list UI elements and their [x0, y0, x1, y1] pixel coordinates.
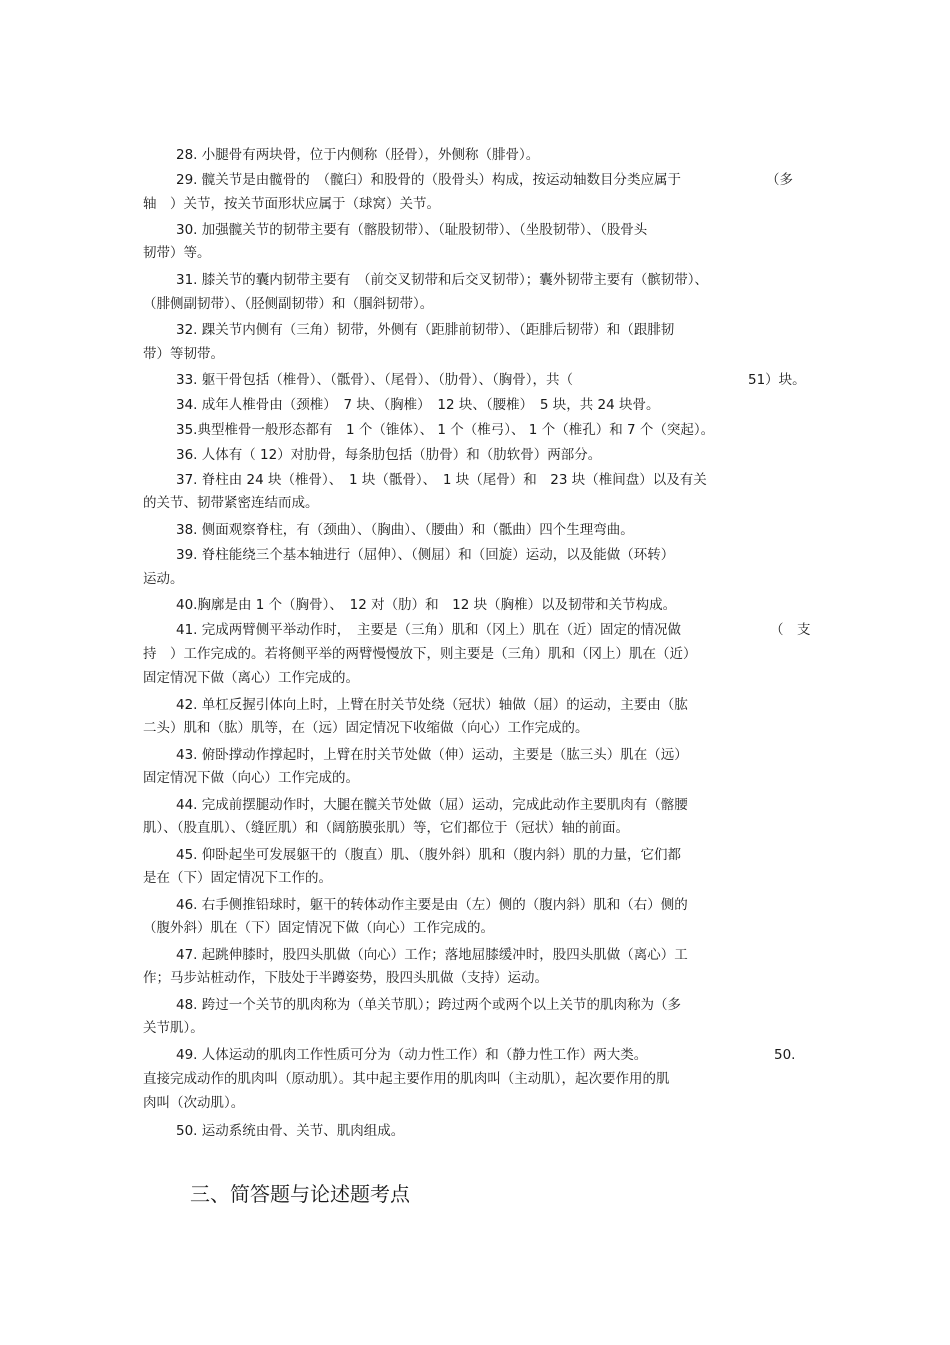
text-line: （多 — [766, 172, 793, 188]
text-line: 33. 躯干骨包括（椎骨）、（骶骨）、（尾骨）、（肋骨）、（胸骨），共（ — [176, 372, 574, 388]
text-line: 51）块。 — [748, 372, 806, 388]
text-line: 31. 膝关节的囊内韧带主要有 （前交叉韧带和后交叉韧带）；囊外韧带主要有（髌韧带）、 — [176, 272, 709, 288]
text-line: （腓侧副韧带）、（胫侧副韧带）和（腘斜韧带）。 — [143, 296, 434, 312]
text-line: 45. 仰卧起坐可发展躯干的（腹直）肌、（腹外斜）肌和（腹内斜）肌的力量，它们都 — [176, 847, 682, 863]
text-line: 34. 成年人椎骨由（颈椎） 7 块、（胸椎） 12 块、（腰椎） 5 块，共 24 块骨。 — [176, 397, 660, 413]
text-line: 46. 右手侧推铅球时，躯干的转体动作主要是由（左）侧的（腹内斜）肌和（右）侧的 — [176, 897, 688, 913]
text-line: 39. 脊柱能绕三个基本轴进行（屈伸）、（侧屈）和（回旋）运动，以及能做（环转） — [176, 547, 675, 563]
text-line: 44. 完成前摆腿动作时，大腿在髋关节处做（屈）运动，完成此动作主要肌肉有（髂腰 — [176, 797, 688, 813]
text-line: 带）等韧带。 — [143, 346, 224, 362]
text-line: 30. 加强髋关节的韧带主要有（髂股韧带）、（耻股韧带）、（坐股韧带）、（股骨头 — [176, 222, 648, 238]
text-line: 29. 髋关节是由髋骨的 （髋臼）和股骨的（股骨头）构成，按运动轴数目分类应属于 — [176, 172, 682, 188]
text-line: 肉叫（次动肌）。 — [143, 1095, 245, 1111]
text-line: （ 支 — [770, 622, 811, 638]
text-line: 固定情况下做（离心）工作完成的。 — [143, 670, 359, 686]
text-line: 轴 ）关节，按关节面形状应属于（球窝）关节。 — [143, 196, 440, 212]
text-line: 直接完成动作的肌肉叫（原动肌）。其中起主要作用的肌肉叫（主动肌），起次要作用的肌 — [143, 1071, 670, 1087]
text-line: 41. 完成两臂侧平举动作时， 主要是（三角）肌和（冈上）肌在（近）固定的情况做 — [176, 622, 682, 638]
text-line: 43. 俯卧撑动作撑起时，上臂在肘关节处做（伸）运动，主要是（肱三头）肌在（远） — [176, 747, 688, 763]
text-line: 肌）、（股直肌）、（缝匠肌）和（阔筋膜张肌）等，它们都位于（冠状）轴的前面。 — [143, 820, 629, 836]
text-line: 38. 侧面观察脊柱，有（颈曲）、（胸曲）、（腰曲）和（骶曲）四个生理弯曲。 — [176, 522, 634, 538]
section-heading: 三、简答题与论述题考点 — [190, 1182, 410, 1206]
text-line: 50. 运动系统由骨、关节、肌肉组成。 — [176, 1123, 405, 1139]
text-line: 持 ）工作完成的。若将侧平举的两臂慢慢放下，则主要是（三角）肌和（冈上）肌在（近） — [143, 646, 697, 662]
text-line: 40.胸廓是由 1 个（胸骨）、 12 对（肋）和 12 块（胸椎）以及韧带和关节构成。 — [176, 597, 677, 613]
text-line: 35.典型椎骨一般形态都有 1 个（锥体）、 1 个（椎弓）、 1 个（椎孔）和 7 个（突起）。 — [176, 422, 715, 438]
text-line: 是在（下）固定情况下工作的。 — [143, 870, 332, 886]
text-line: 固定情况下做（向心）工作完成的。 — [143, 770, 359, 786]
text-line: 49. 人体运动的肌肉工作性质可分为（动力性工作）和（静力性工作）两大类。 — [176, 1047, 648, 1063]
text-line: 42. 单杠反握引体向上时，上臂在肘关节处绕（冠状）轴做（屈）的运动，主要由（肱 — [176, 697, 688, 713]
text-line: 48. 跨过一个关节的肌肉称为（单关节肌）；跨过两个或两个以上关节的肌肉称为（多 — [176, 997, 682, 1013]
text-line: 28. 小腿骨有两块骨，位于内侧称（胫骨），外侧称（腓骨）。 — [176, 147, 540, 163]
text-line: 运动。 — [143, 571, 184, 587]
text-line: 47. 起跳伸膝时，股四头肌做（向心）工作；落地屈膝缓冲时，股四头肌做（离心）工 — [176, 947, 688, 963]
text-line: 50. — [774, 1047, 796, 1063]
text-line: 32. 踝关节内侧有（三角）韧带，外侧有（距腓前韧带）、（距腓后韧带）和（跟腓韧 — [176, 322, 675, 338]
text-line: 关节肌）。 — [143, 1020, 204, 1036]
text-line: 36. 人体有（ 12）对肋骨，每条肋包括（肋骨）和（肋软骨）两部分。 — [176, 447, 602, 463]
text-line: 二头）肌和（肱）肌等，在（远）固定情况下收缩做（向心）工作完成的。 — [143, 720, 589, 736]
text-line: 37. 脊柱由 24 块（椎骨）、 1 块（骶骨）、 1 块（尾骨）和 23 块（椎间盘）以及有关 — [176, 472, 707, 488]
text-line: （腹外斜）肌在（下）固定情况下做（向心）工作完成的。 — [143, 920, 494, 936]
text-line: 作；马步站桩动作，下肢处于半蹲姿势，股四头肌做（支持）运动。 — [143, 970, 548, 986]
text-line: 的关节、韧带紧密连结而成。 — [143, 495, 319, 511]
text-line: 韧带）等。 — [143, 245, 211, 261]
